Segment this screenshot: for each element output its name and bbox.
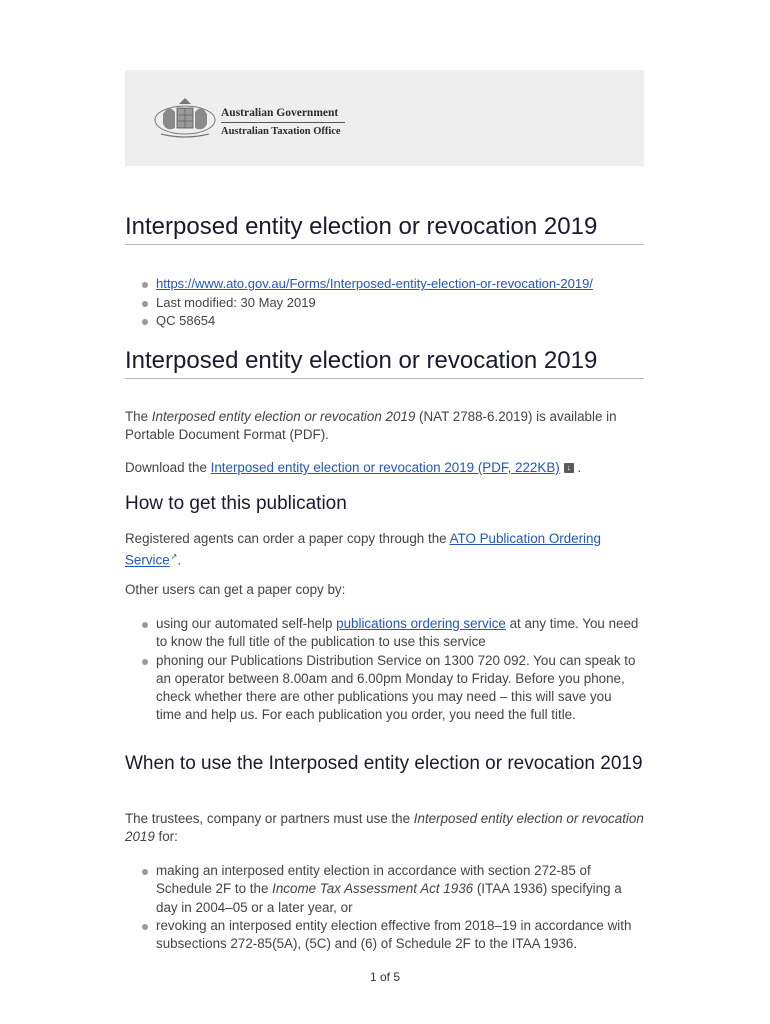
list-item (140, 615, 640, 652)
usage-list (140, 862, 640, 953)
when-form-name: Interposed entity election or revocation 2019 (125, 811, 644, 845)
ato-publication-ordering-link[interactable]: ATO Publication Ordering Service (125, 531, 601, 568)
list-item (140, 862, 640, 917)
page-meta-list (140, 275, 593, 331)
usage1-act-name: Income Tax Assessment Act 1936 (272, 881, 474, 897)
download-text-post: . (573, 460, 582, 475)
external-link-icon: ↗ (170, 552, 178, 562)
coat-of-arms-logo (153, 94, 217, 142)
download-icon: ↓ (564, 463, 574, 473)
agents-text-post: . (177, 552, 182, 568)
usage1-text-pre: making an interposed entity election in accordance with section 272-85 of Schedule 2F to the (156, 863, 591, 897)
when-text-pre: The trustees, company or partners must use the (125, 811, 414, 826)
logo-line-ato: Australian Taxation Office (221, 126, 341, 137)
meta-last-modified: Last modified: 30 May 2019 (140, 294, 593, 313)
when-to-paragraph (125, 810, 644, 847)
list-item: phoning our Publications Distribution Service on 1300 720 092. You can speak to an operator between 8.00am and 6.00pm Monday to Friday. Before you phone, check whether there are other publications you may need – this will save you time and help us. For each publication you order, you need the full title. (140, 652, 640, 725)
list-item: revoking an interposed entity election effective from 2018–19 in accordance with subsections 272-85(5A), (5C) and (6) of Schedule 2F to the ITAA 1936. (140, 917, 640, 954)
page-title: Interposed entity election or revocation 2019 (125, 212, 644, 245)
intro-paragraph (125, 408, 644, 445)
how-to-heading: How to get this publication (125, 493, 347, 514)
section-title: Interposed entity election or revocation 2019 (125, 346, 644, 379)
download-pdf-link[interactable]: Interposed entity election or revocation 2019 (PDF, 222KB) (210, 460, 560, 475)
logo-wordmark (221, 106, 345, 138)
meta-url-link[interactable]: https://www.ato.gov.au/Forms/Interposed-entity-election-or-revocation-2019/ (156, 276, 593, 291)
intro-text-pre: The (125, 409, 152, 424)
ordering-options-list (140, 615, 640, 725)
logo-divider (221, 122, 345, 123)
agents-paragraph (125, 530, 644, 570)
ato-header-banner (125, 70, 644, 166)
when-text-post: for: (154, 829, 178, 845)
download-text-pre: Download the (125, 460, 211, 475)
download-paragraph (125, 459, 644, 477)
item1-text-pre: using our automated self-help (156, 616, 337, 631)
meta-qc: QC 58654 (140, 312, 593, 331)
publications-ordering-service-link[interactable]: publications ordering service (336, 616, 506, 631)
meta-url[interactable] (140, 275, 593, 294)
usage1-text-post: (ITAA 1936) specifying a day in 2004–05 or a later year, or (156, 881, 622, 915)
intro-text-post: (NAT 2788-6.2019) is available in Portable Document Format (PDF). (125, 409, 617, 443)
agents-text-pre: Registered agents can order a paper copy through the (125, 531, 450, 546)
item1-text-post: at any time. You need to know the full title of the publication to use this service (156, 616, 639, 650)
logo-line-government: Australian Government (221, 107, 339, 119)
other-users-paragraph: Other users can get a paper copy by: (125, 582, 346, 597)
intro-form-name: Interposed entity election or revocation 2019 (151, 409, 416, 424)
when-to-heading: When to use the Interposed entity election or revocation 2019 (125, 753, 643, 774)
page-number: 1 of 5 (369, 970, 401, 984)
